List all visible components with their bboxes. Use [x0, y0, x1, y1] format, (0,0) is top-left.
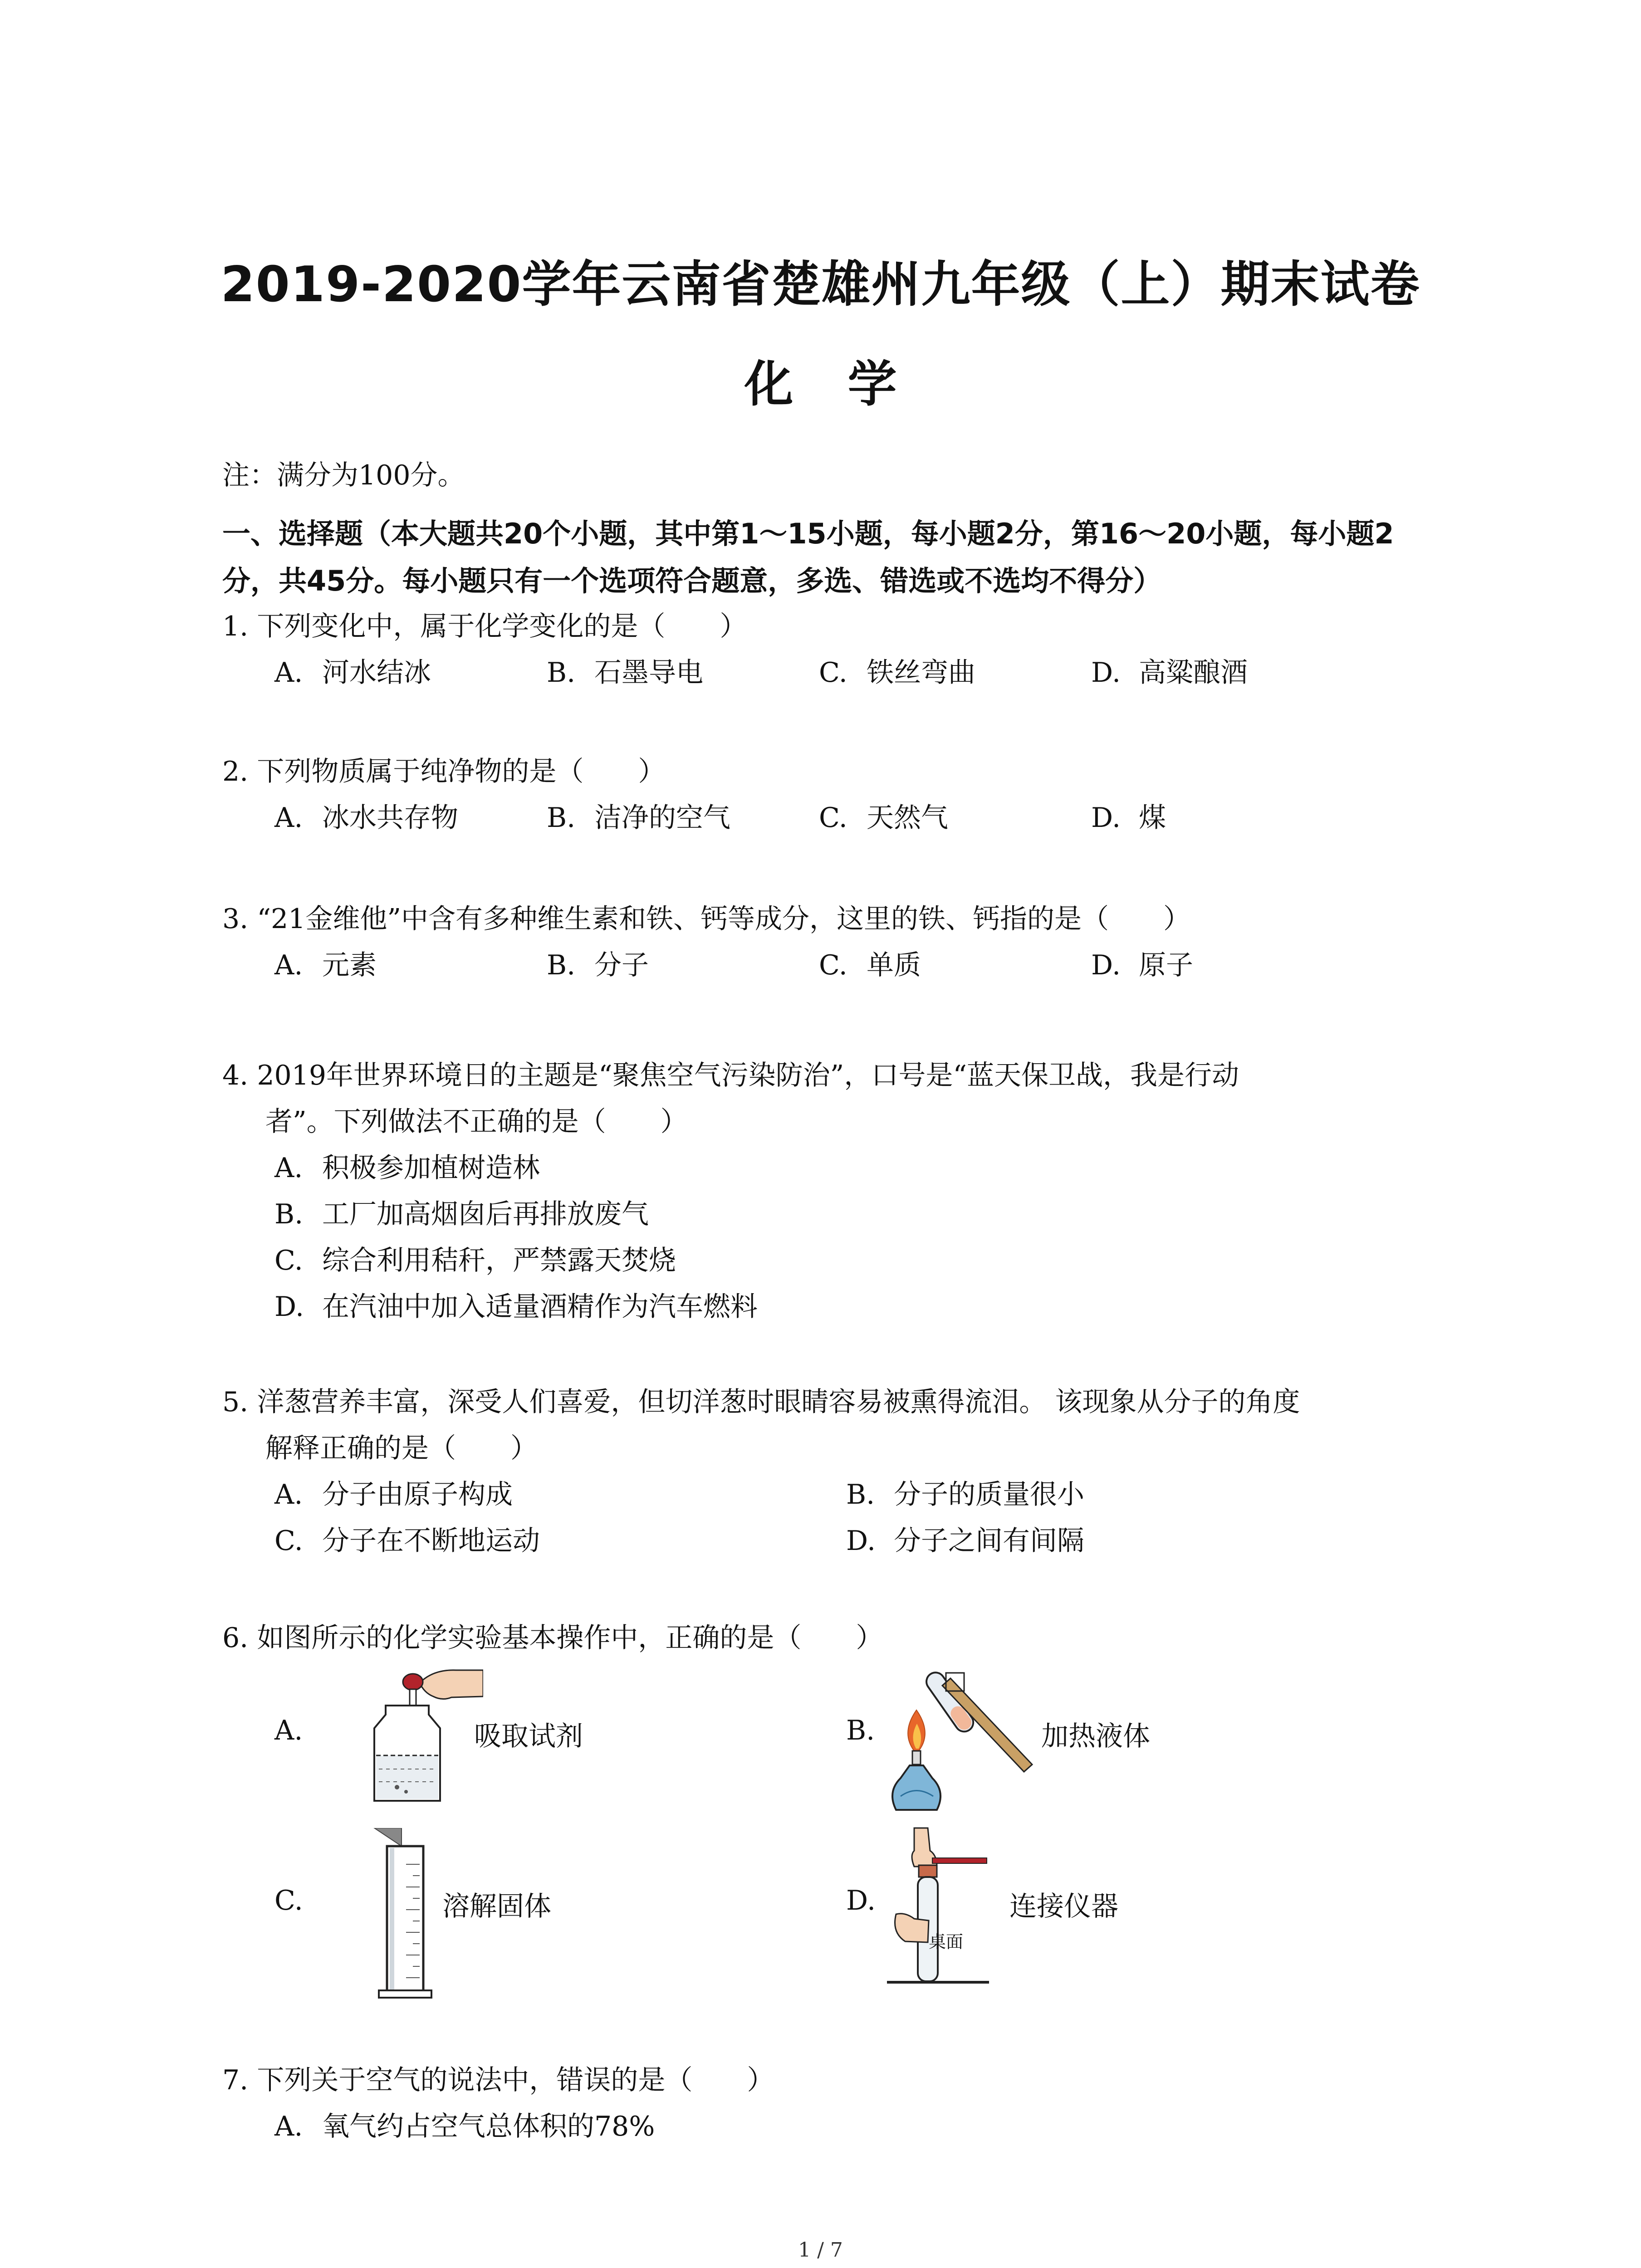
option-d[interactable] [1091, 795, 1363, 841]
options-row [222, 650, 1474, 696]
desk-label: 桌面 [929, 1932, 964, 1952]
option-letter: A. [274, 1479, 303, 1510]
option-a[interactable] [274, 795, 547, 841]
question-stem: 1. 下列变化中，属于化学变化的是（ ） [222, 611, 747, 642]
section-heading-line1: 一、选择题（本大题共20个小题，其中第1～15小题，每小题2分，第16～20小题，每小题2 [222, 517, 1394, 550]
option-letter: D. [846, 1525, 876, 1557]
option-b[interactable] [274, 1191, 1474, 1237]
option-a[interactable] [274, 942, 547, 988]
option-text: 溶解固体 [442, 1891, 551, 1922]
figure-row-1 [222, 1665, 1474, 1837]
option-text: 积极参加植树造林 [322, 1152, 540, 1184]
option-c[interactable] [274, 1828, 846, 2019]
question-stem-continued: 者”。下列做法不正确的是（ ） [265, 1106, 688, 1138]
option-letter: A. [274, 2111, 303, 2142]
subject-title: 化学 [744, 356, 951, 413]
option-text: 元素 [322, 949, 377, 981]
question-4 [222, 1052, 1474, 1330]
option-letter: A. [274, 657, 303, 689]
option-text: 分子由原子构成 [322, 1479, 513, 1510]
option-c[interactable] [819, 650, 1091, 696]
option-text: 冰水共存物 [322, 802, 458, 834]
option-text: 单质 [867, 949, 921, 981]
option-text: 原子 [1139, 949, 1193, 981]
figure-row-2 [222, 1828, 1474, 2019]
option-letter: D. [846, 1885, 876, 1916]
question-1 [222, 603, 1474, 696]
option-text: 吸取试剂 [474, 1721, 583, 1752]
option-letter: A. [274, 949, 303, 981]
option-text: 分子在不断地运动 [322, 1525, 540, 1557]
option-letter: C. [819, 657, 847, 689]
option-b[interactable] [547, 650, 819, 696]
question-stem: 3. “21金维他”中含有多种维生素和铁、钙等成分，这里的铁、钙指的是（ ） [222, 903, 1191, 935]
option-text: 高粱酿酒 [1139, 657, 1248, 689]
option-c[interactable] [274, 1237, 1474, 1284]
question-stem: 4. 2019年世界环境日的主题是“聚焦空气污染防治”，口号是“蓝天保卫战，我是行动 [222, 1060, 1239, 1091]
score-note: 注：满分为100分。 [222, 459, 465, 491]
option-letter: C. [274, 1525, 303, 1557]
alcohol-lamp-heating-illustration [882, 1660, 1037, 1814]
option-text: 分子 [594, 949, 649, 981]
option-text: 综合利用秸秆，严禁露天焚烧 [322, 1245, 676, 1276]
option-letter: D. [1091, 949, 1121, 981]
option-d[interactable] [1091, 942, 1363, 988]
option-text: 石墨导电 [594, 657, 703, 689]
option-text: 煤 [1139, 802, 1166, 834]
option-letter: C. [274, 1245, 303, 1276]
option-c[interactable] [819, 795, 1091, 841]
options-row [222, 942, 1474, 988]
options-grid [222, 1471, 1474, 1564]
option-letter: C. [274, 1885, 303, 1916]
option-text: 铁丝弯曲 [867, 657, 975, 689]
option-a[interactable] [274, 2103, 1474, 2150]
option-letter: D. [1091, 657, 1121, 689]
option-letter: D. [1091, 802, 1121, 834]
option-b[interactable] [547, 795, 819, 841]
section-heading-line2: 分，共45分。每小题只有一个选项符合题意，多选、错选或不选均不得分） [222, 564, 1162, 597]
option-letter: B. [846, 1715, 875, 1746]
question-stem: 5. 洋葱营养丰富，深受人们喜爱，但切洋葱时眼睛容易被熏得流泪。 该现象从分子的角度 [222, 1386, 1300, 1418]
page-number: 1 / 7 [798, 2239, 843, 2262]
question-3 [222, 896, 1474, 988]
option-letter: D. [274, 1291, 304, 1323]
option-letter: A. [274, 802, 303, 834]
question-5 [222, 1379, 1474, 1564]
option-letter: A. [274, 1152, 303, 1184]
option-a[interactable] [274, 650, 547, 696]
option-text: 连接仪器 [1009, 1891, 1118, 1922]
option-d[interactable] [846, 1828, 1418, 2019]
section-heading [222, 510, 1447, 605]
option-d[interactable] [1091, 650, 1363, 696]
option-letter: C. [819, 802, 847, 834]
option-a[interactable] [274, 1471, 846, 1518]
option-letter: C. [819, 949, 847, 981]
option-letter: A. [274, 1715, 303, 1746]
question-6 [222, 1615, 1474, 1661]
option-letter: B. [846, 1479, 875, 1510]
option-text: 氧气约占空气总体积的78% [322, 2111, 655, 2142]
option-text: 在汽油中加入适量酒精作为汽车燃料 [322, 1291, 758, 1323]
option-letter: B. [547, 949, 576, 981]
option-text: 分子之间有间隔 [894, 1525, 1084, 1557]
page-title: 2019-2020学年云南省楚雄州九年级（上）期末试卷 [220, 256, 1421, 313]
question-7 [222, 2057, 1474, 2150]
option-a[interactable] [274, 1665, 846, 1837]
question-stem: 6. 如图所示的化学实验基本操作中，正确的是（ ） [222, 1622, 883, 1654]
option-b[interactable] [846, 1665, 1418, 1837]
option-text: 分子的质量很小 [894, 1479, 1084, 1510]
dropper-bottle-illustration [365, 1665, 483, 1810]
question-stem: 7. 下列关于空气的说法中，错误的是（ ） [222, 2064, 774, 2096]
question-stem-continued: 解释正确的是（ ） [265, 1432, 538, 1464]
option-b[interactable] [846, 1471, 1418, 1518]
option-text: 天然气 [867, 802, 948, 834]
option-c[interactable] [819, 942, 1091, 988]
question-stem: 2. 下列物质属于纯净物的是（ ） [222, 756, 666, 787]
option-letter: B. [274, 1198, 304, 1230]
option-text: 洁净的空气 [594, 802, 730, 834]
option-letter: B. [547, 802, 576, 834]
option-c[interactable] [274, 1518, 846, 1564]
option-d[interactable] [846, 1518, 1418, 1564]
question-2 [222, 748, 1474, 841]
graduated-cylinder-illustration [370, 1828, 451, 2009]
option-text: 河水结冰 [322, 657, 431, 689]
options-column [222, 1145, 1474, 1330]
options-column [222, 2103, 1474, 2150]
option-a[interactable] [274, 1145, 1474, 1191]
connecting-instruments-illustration [887, 1823, 996, 2000]
options-row [222, 795, 1474, 841]
option-text: 加热液体 [1041, 1721, 1150, 1752]
option-letter: B. [547, 657, 576, 689]
option-b[interactable] [547, 942, 819, 988]
option-text: 工厂加高烟囱后再排放废气 [322, 1198, 649, 1230]
option-d[interactable] [274, 1284, 1474, 1330]
